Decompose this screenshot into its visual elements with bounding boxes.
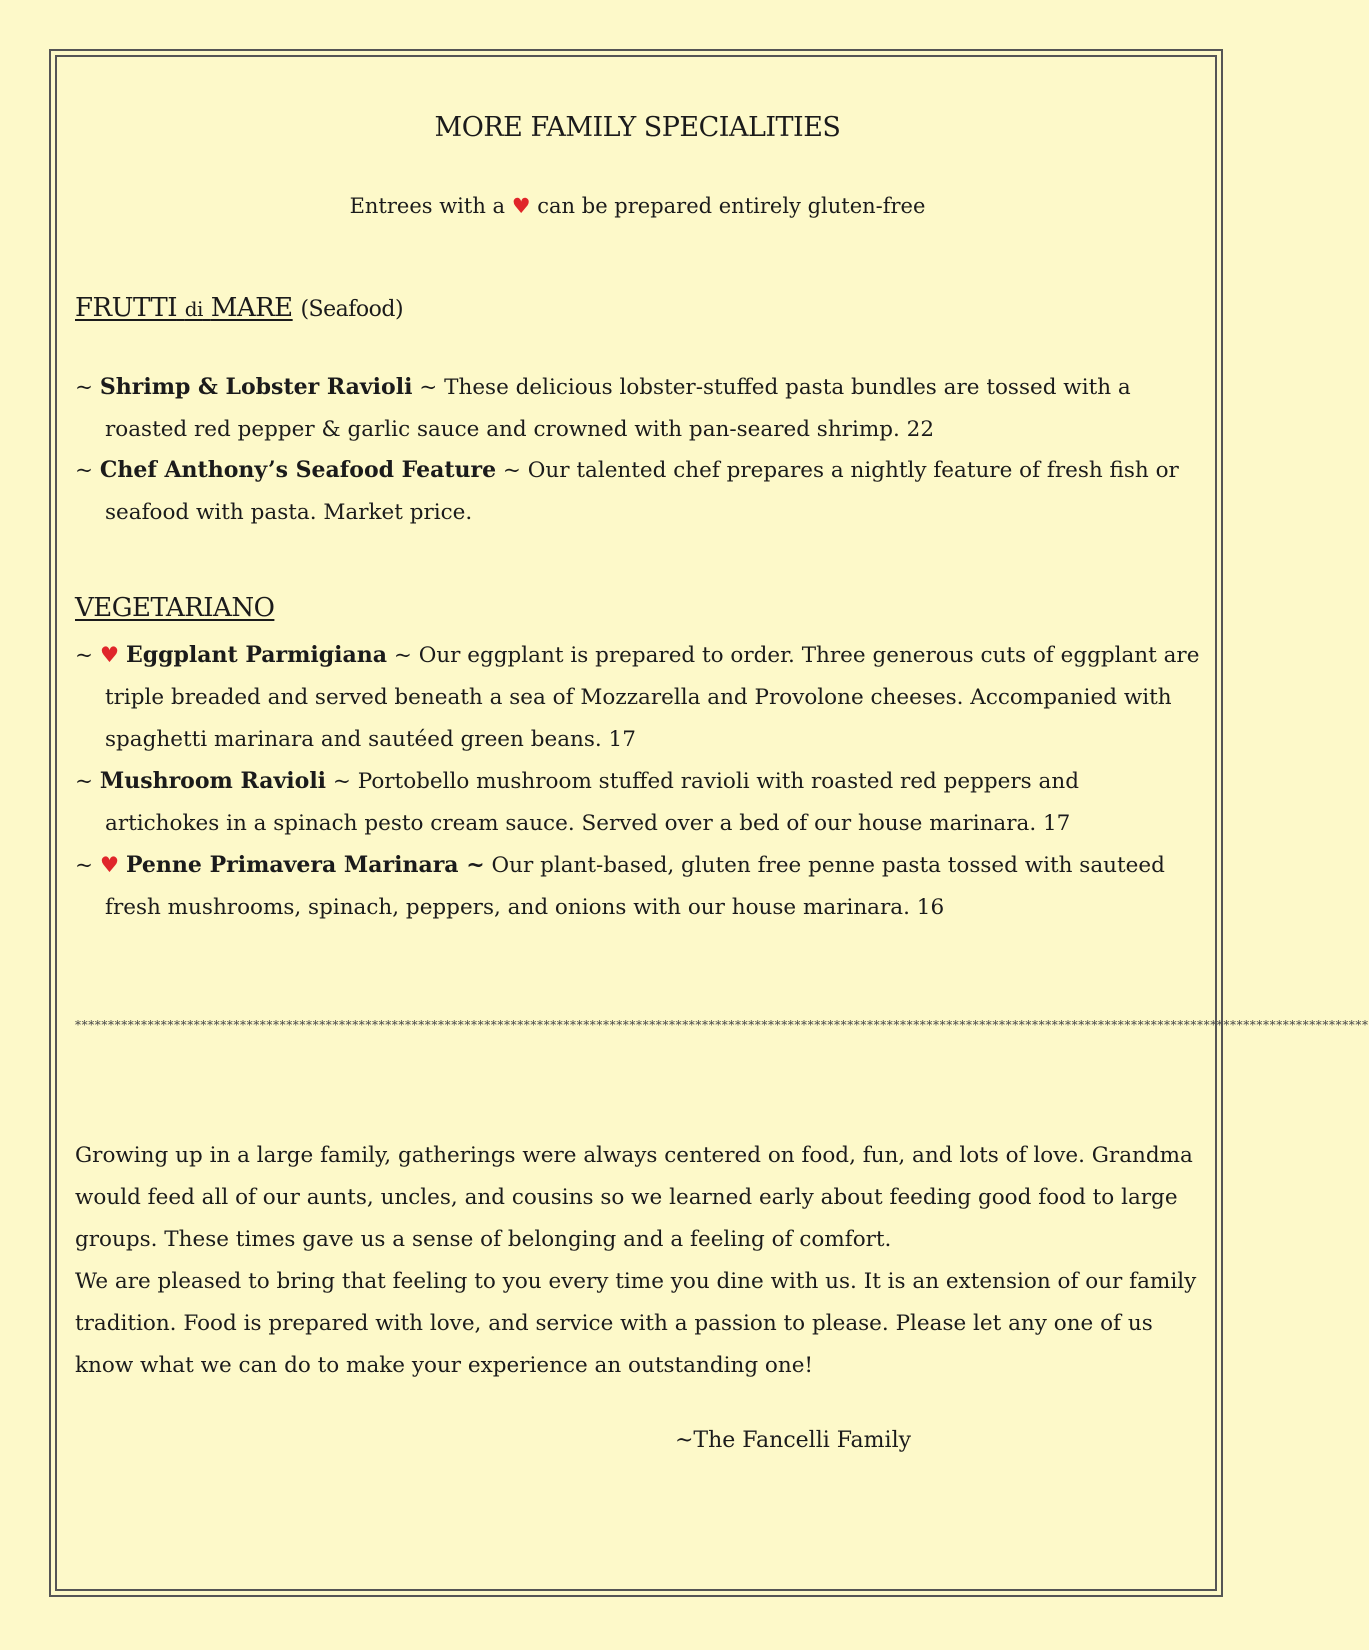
seafood-heading-mare: MARE (210, 293, 293, 323)
menu-item-mushroom-ravioli (75, 760, 1200, 845)
seafood-heading-frutti: FRUTTI (75, 293, 177, 323)
gluten-free-note-after: can be prepared entirely gluten-free (537, 194, 926, 218)
page-title: MORE FAMILY SPECIALITIES (434, 112, 841, 143)
menu-item-shrimp-lobster-ravioli (75, 366, 1200, 451)
item-name: Eggplant Parmigiana (125, 642, 388, 668)
item-description: ~ Our talented chef prepares a nightly feature of fresh fish or seafood with pasta. Market price. (105, 458, 1179, 525)
asterisk-divider: **************************************************************************************************************************************************************************************************** (75, 1018, 1369, 1032)
menu-item-chef-seafood-feature (75, 449, 1200, 534)
seafood-heading-aside: (Seafood) (300, 297, 404, 322)
menu-item-eggplant-parmigiana (75, 634, 1200, 761)
item-prefix: ~ (75, 375, 94, 400)
menu-item-penne-primavera (75, 844, 1200, 929)
family-signature: ~The Fancelli Family (675, 1428, 912, 1453)
item-name: Mushroom Ravioli (99, 768, 327, 794)
seafood-heading (75, 293, 403, 323)
heart-icon: ♥ (99, 643, 120, 668)
heart-icon: ♥ (511, 194, 531, 218)
item-description: ~ Portobello mushroom stuffed ravioli with roasted red peppers and artichokes in a spinach pesto cream sauce. Served over a bed of our house marinara. 17 (105, 769, 1079, 836)
item-prefix: ~ (75, 458, 94, 483)
item-prefix: ~ (75, 769, 94, 794)
item-name: Chef Anthony’s Seafood Feature (99, 457, 497, 483)
item-description: Our plant-based, gluten free penne pasta tossed with sauteed fresh mushrooms, spinach, peppers, and onions with our house marinara. 16 (105, 853, 1165, 920)
item-description: ~ These delicious lobster-stuffed pasta bundles are tossed with a roasted red pepper & garlic sauce and crowned with pan-seared shrimp. 22 (105, 375, 1131, 442)
item-name: Shrimp & Lobster Ravioli (99, 374, 413, 400)
item-prefix: ~ (75, 643, 94, 668)
story-paragraph-2: We are pleased to bring that feeling to you every time you dine with us. It is an extension of our family tradition. Food is prepared with love, and service with a passion to please. Please let any one of us know what we can do to make your experience an outstanding one! (75, 1269, 1197, 1378)
vegetarian-heading (75, 593, 274, 623)
item-description: ~ Our eggplant is prepared to order. Three generous cuts of eggplant are triple breaded and served beneath a sea of Mozzarella and Provolone cheeses. Accompanied with spaghetti marinara and sautéed green beans. 17 (105, 643, 1200, 752)
seafood-heading-di: di (184, 297, 203, 321)
item-name: Penne Primavera Marinara ~ (125, 852, 485, 878)
gluten-free-note-before: Entrees with a (349, 194, 506, 218)
story-paragraph-1: Growing up in a large family, gatherings were always centered on food, fun, and lots of love. Grandma would feed all of our aunts, uncles, and cousins so we learned early about feeding good food to large groups. These times gave us a sense of belonging and a feeling of comfort. (75, 1143, 1193, 1252)
vegetarian-heading-text: VEGETARIANO (75, 593, 275, 623)
heart-icon: ♥ (99, 853, 120, 878)
gluten-free-note (75, 194, 1200, 218)
family-story (75, 1135, 1200, 1387)
item-prefix: ~ (75, 853, 94, 878)
